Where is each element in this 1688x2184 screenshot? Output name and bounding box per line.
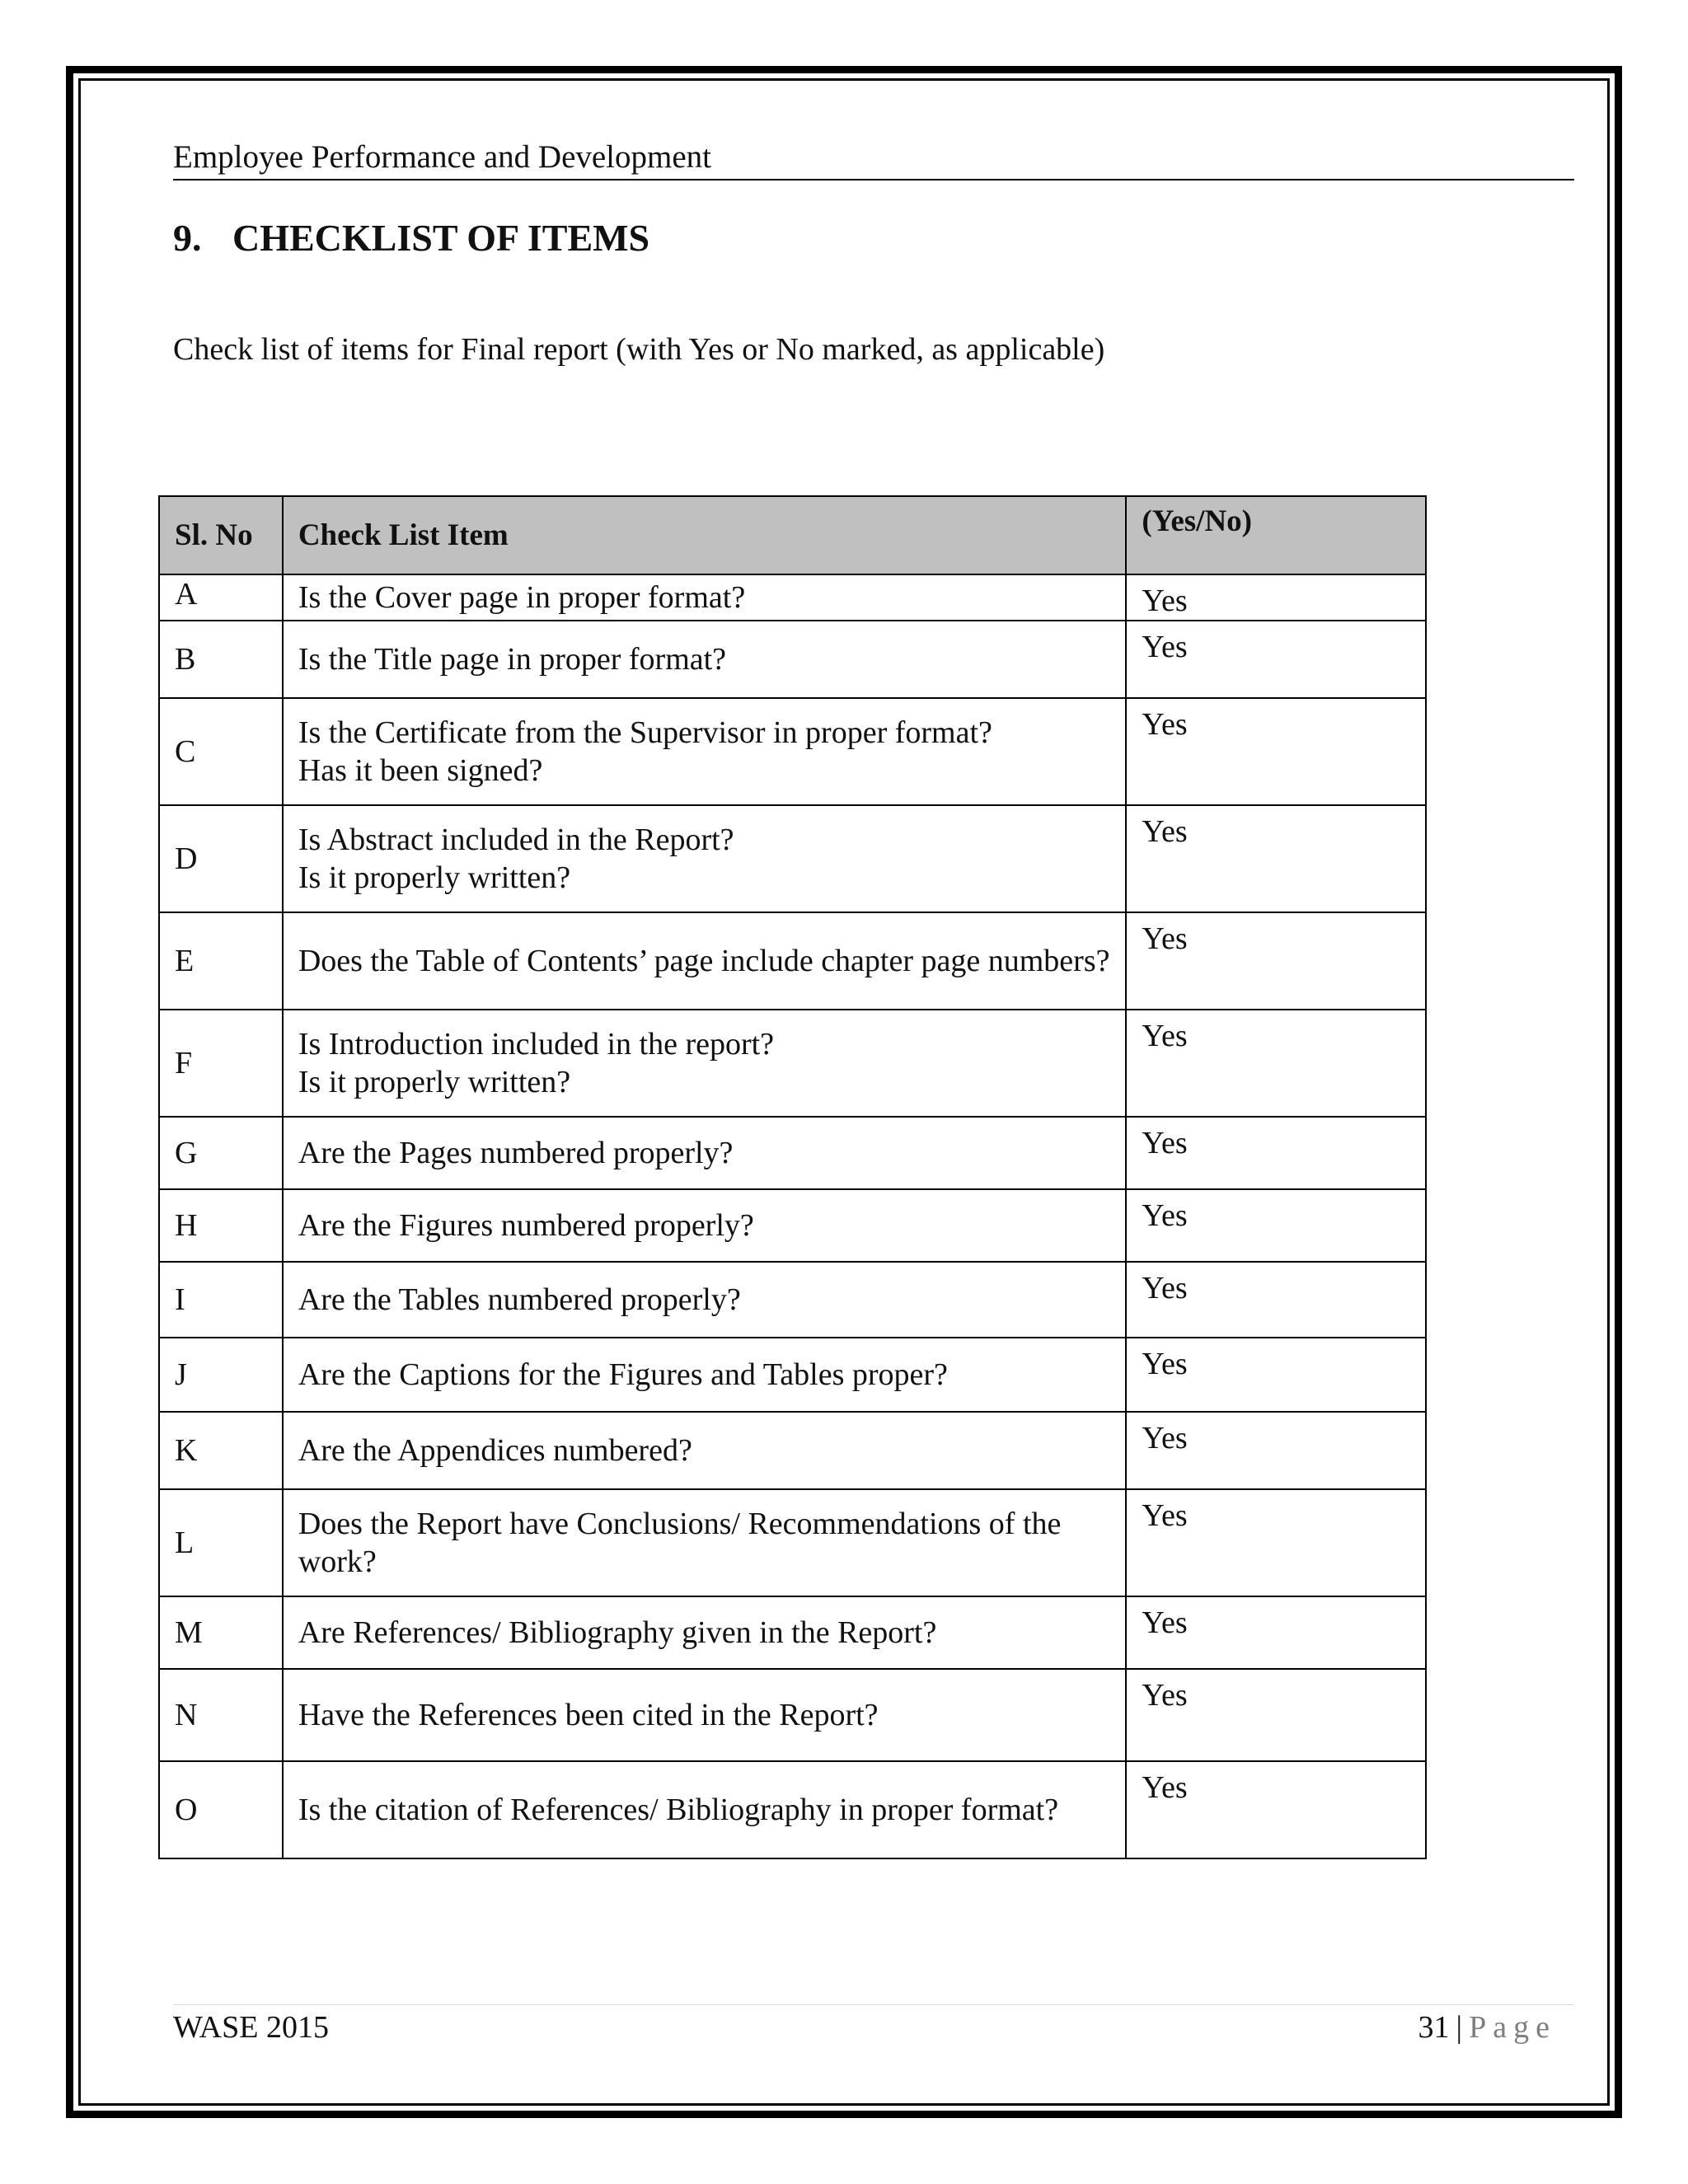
check-item-line: Does the Report have Conclusions/ Recommendations of the work? [298,1507,1062,1579]
row-answer: Yes [1126,1262,1426,1338]
check-item-line: Are the Pages numbered properly? [298,1136,734,1170]
row-sl-no: C [159,698,283,805]
row-check-item [283,1669,1127,1761]
row-answer: Yes [1126,574,1426,621]
row-sl-no: D [159,805,283,912]
row-answer: Yes [1126,805,1426,912]
page-number: 31 [1418,2010,1450,2045]
check-item-line: Have the References been cited in the Report? [298,1698,879,1732]
intro-text: Check list of items for Final report (with Yes or No marked, as applicable) [173,332,1105,367]
table-row [159,1412,1426,1489]
row-sl-no: H [159,1189,283,1262]
row-check-item [283,1117,1127,1189]
table-row [159,1596,1426,1669]
row-check-item [283,698,1127,805]
row-answer: Yes [1126,1669,1426,1761]
row-sl-no: J [159,1338,283,1412]
row-check-item [283,574,1127,621]
table-row [159,698,1426,805]
section-title [173,216,649,260]
row-check-item [283,1761,1127,1858]
row-sl-no: M [159,1596,283,1669]
table-row [159,1669,1426,1761]
row-check-item [283,1010,1127,1117]
row-check-item [283,1189,1127,1262]
table-row [159,1489,1426,1596]
check-item-line: Is the Certificate from the Supervisor in proper format? [298,715,992,750]
check-item-line: Is the citation of References/ Bibliography in proper format? [298,1793,1059,1827]
running-header: Employee Performance and Development [173,138,1574,180]
table-row [159,574,1426,621]
check-item-line: Is it properly written? [298,860,571,895]
row-sl-no: G [159,1117,283,1189]
row-check-item [283,1338,1127,1412]
row-answer: Yes [1126,1117,1426,1189]
row-sl-no: O [159,1761,283,1858]
section-number: 9. [173,217,202,259]
check-item-line: Is the Title page in proper format? [298,642,727,677]
page-number-footer [1418,2009,1556,2046]
checklist-table [158,495,1427,1859]
check-item-line: Are the Captions for the Figures and Tables proper? [298,1357,948,1392]
table-row [159,805,1426,912]
table-row [159,912,1426,1010]
check-item-line: Is Abstract included in the Report? [298,823,734,857]
table-row [159,1761,1426,1858]
row-answer: Yes [1126,1596,1426,1669]
table-row [159,1117,1426,1189]
table-row [159,1262,1426,1338]
table-header-row [159,496,1426,574]
header-check-list-item: Check List Item [283,496,1127,574]
check-item-line: Is the Cover page in proper format? [298,580,746,615]
row-answer: Yes [1126,1010,1426,1117]
row-sl-no: F [159,1010,283,1117]
row-check-item [283,912,1127,1010]
row-answer: Yes [1126,912,1426,1010]
footer-rule [173,2004,1574,2005]
row-answer: Yes [1126,1489,1426,1596]
row-answer: Yes [1126,621,1426,698]
row-check-item [283,1412,1127,1489]
row-answer: Yes [1126,1761,1426,1858]
row-sl-no: B [159,621,283,698]
row-answer: Yes [1126,698,1426,805]
header-yes-no: (Yes/No) [1126,496,1426,574]
table-row [159,1338,1426,1412]
check-item-line: Are References/ Bibliography given in the Report? [298,1615,937,1650]
table-row [159,621,1426,698]
check-item-line: Are the Figures numbered properly? [298,1208,754,1243]
row-check-item [283,1489,1127,1596]
table-row [159,1010,1426,1117]
check-item-line: Has it been signed? [298,753,543,788]
footer-left: WASE 2015 [173,2010,329,2045]
row-check-item [283,805,1127,912]
header-sl-no: Sl. No [159,496,283,574]
check-item-line: Is it properly written? [298,1065,571,1099]
page-word: Page [1469,2010,1556,2045]
row-sl-no: A [159,574,283,621]
check-item-line: Does the Table of Contents’ page include chapter page numbers? [298,944,1110,978]
row-check-item [283,1262,1127,1338]
row-answer: Yes [1126,1338,1426,1412]
table-row [159,1189,1426,1262]
row-sl-no: L [159,1489,283,1596]
check-item-line: Are the Tables numbered properly? [298,1282,741,1317]
row-check-item [283,621,1127,698]
row-sl-no: K [159,1412,283,1489]
table-body [159,574,1426,1858]
row-sl-no: E [159,912,283,1010]
footer-separator: | [1456,2010,1463,2045]
row-sl-no: I [159,1262,283,1338]
row-check-item [283,1596,1127,1669]
check-item-line: Are the Appendices numbered? [298,1433,692,1468]
row-sl-no: N [159,1669,283,1761]
check-item-line: Is Introduction included in the report? [298,1027,775,1062]
section-title-text: CHECKLIST OF ITEMS [232,217,650,259]
row-answer: Yes [1126,1412,1426,1489]
row-answer: Yes [1126,1189,1426,1262]
